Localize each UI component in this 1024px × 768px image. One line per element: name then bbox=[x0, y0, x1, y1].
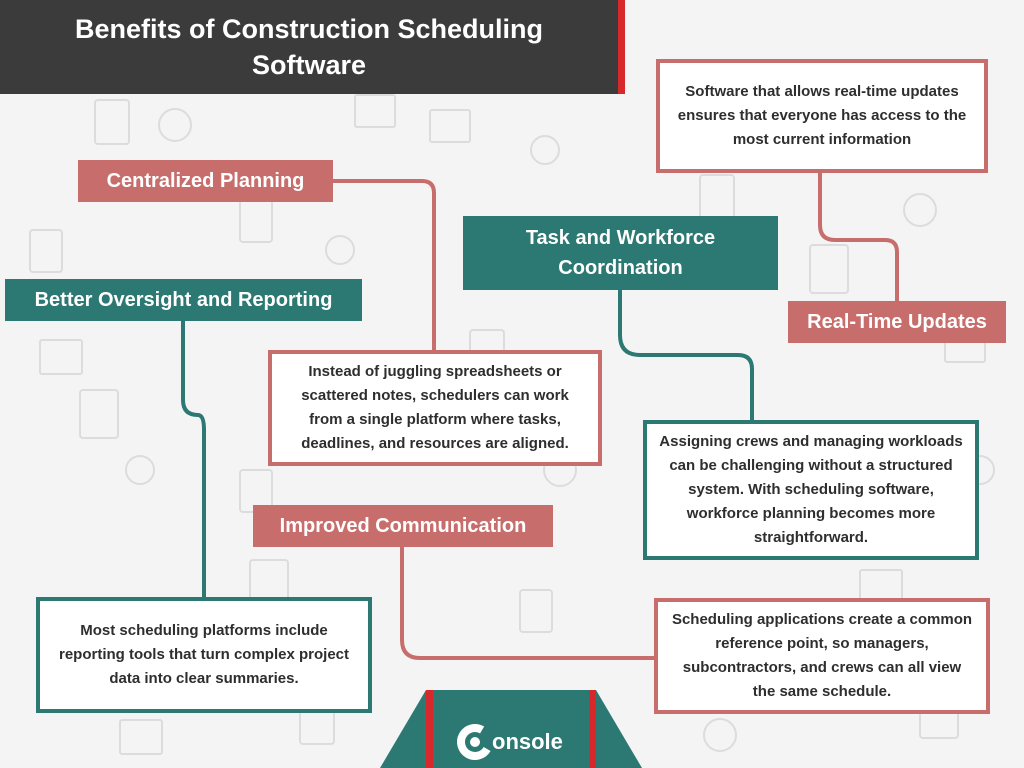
realtime-description: Software that allows real-time updates ensures that everyone has access to the most current information bbox=[677, 83, 967, 148]
connector-oversight bbox=[183, 318, 204, 600]
oversight-description: Most scheduling platforms include reporting tools that turn complex project data into clear summaries. bbox=[58, 622, 350, 687]
communication-description: Scheduling applications create a common reference point, so managers, subcontractors, and crews can all view the same schedule. bbox=[671, 611, 973, 700]
oversight-label bbox=[5, 279, 362, 321]
task-label-text: Task and Workforce Coordination bbox=[525, 227, 716, 279]
task-label bbox=[463, 216, 778, 290]
connector-communication bbox=[402, 543, 658, 658]
task-description: Assigning crews and managing workloads can be challenging without a structured system. With scheduling software, workforce planning becomes more straightforward. bbox=[659, 433, 963, 546]
logo-word: onsole bbox=[492, 729, 563, 754]
oversight-description-box bbox=[36, 597, 372, 713]
page-title: Benefits of Construction Scheduling Software bbox=[74, 14, 543, 80]
task-description-box bbox=[643, 420, 979, 560]
communication-label-text: Improved Communication bbox=[279, 514, 527, 537]
connector-realtime bbox=[820, 172, 897, 305]
communication-label bbox=[253, 505, 553, 547]
centralized-description: Instead of juggling spreadsheets or scattered notes, schedulers can work from a single platform where tasks, deadlines, and resources are aligned. bbox=[301, 363, 569, 452]
connector-task bbox=[620, 290, 752, 424]
connector-centralized bbox=[333, 181, 434, 354]
centralized-label bbox=[78, 160, 333, 202]
title-accent-stripe bbox=[618, 0, 625, 94]
logo-stripe-left bbox=[426, 690, 433, 768]
logo-stripe-right bbox=[589, 690, 596, 768]
realtime-label bbox=[788, 301, 1006, 343]
centralized-description-box bbox=[268, 350, 602, 466]
realtime-label-text: Real-Time Updates bbox=[807, 310, 987, 333]
oversight-label-text: Better Oversight and Reporting bbox=[34, 288, 333, 311]
centralized-label-text: Centralized Planning bbox=[106, 169, 305, 192]
realtime-description-box bbox=[656, 59, 988, 173]
communication-description-box bbox=[654, 598, 990, 714]
logo-c-dot bbox=[470, 737, 480, 747]
title-bar bbox=[0, 0, 618, 94]
